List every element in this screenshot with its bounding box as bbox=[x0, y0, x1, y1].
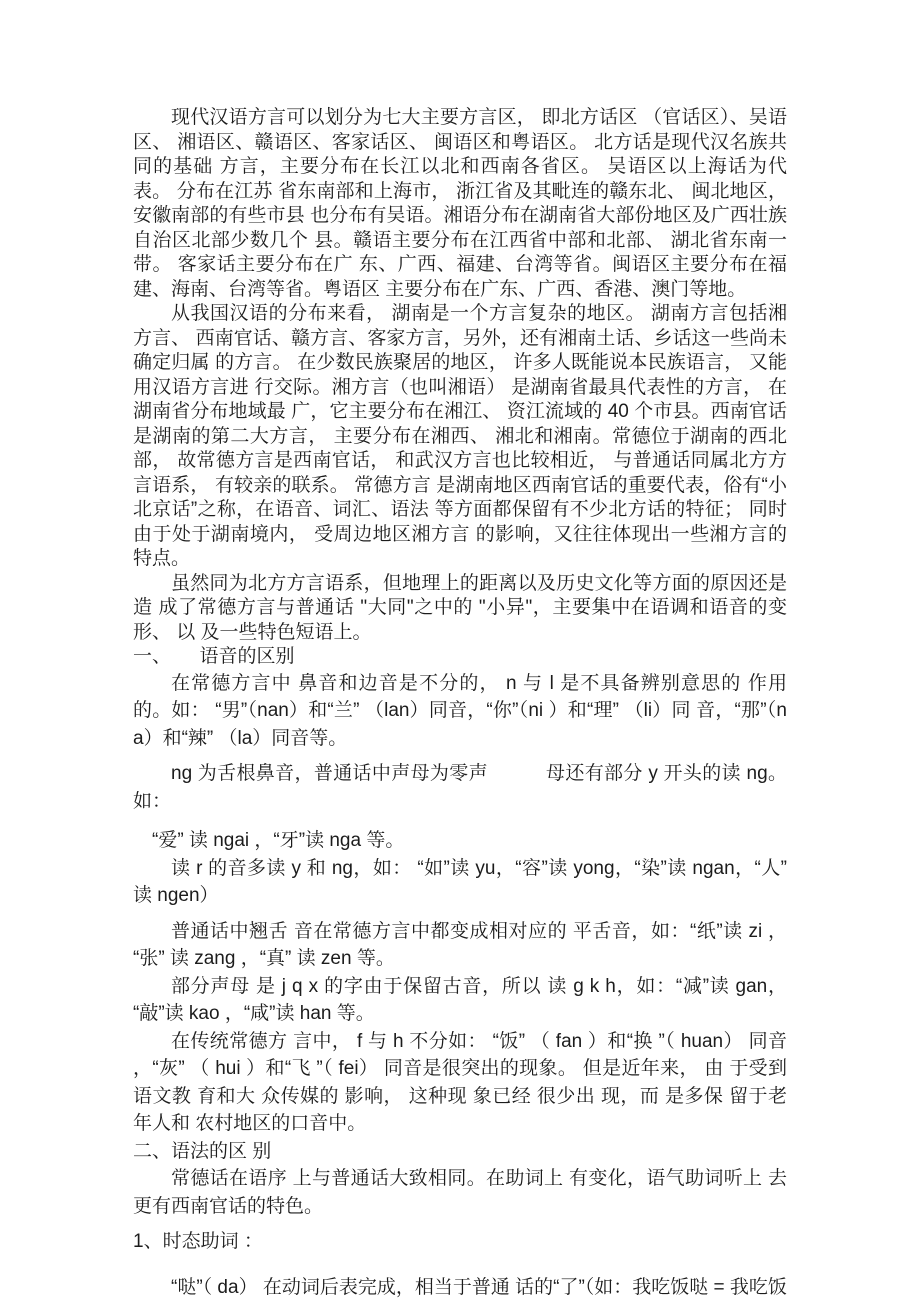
paragraph-word-order: 常德话在语序 上与普通话大致相同。在助词上 有变化，语气助词听上 去更有西南官话的特色。 bbox=[133, 1168, 787, 1217]
paragraph-r-initial: 读 r 的音多读 y 和 ng，如： “如”读 yu，“容”读 yong，“染”读 ngan，“人” 读 ngen） bbox=[133, 857, 787, 906]
paragraph-n-l-merge: 在常德方言中 鼻音和边音是不分的， n 与 l 是不具备辨别意思的 作用 的。如： “男”（nan）和“兰” （lan）同音，“你”（ni ）和“理” （li）同 音，“那”（na）和“辣” （la）同音等。 bbox=[133, 672, 787, 749]
paragraph-da-particle: “哒”（ da） 在动词后表完成，相当于普通 话的“了”（如：我吃饭哒 = 我吃饭 bbox=[171, 1276, 787, 1298]
paragraph-ng-initial: ng 为舌根鼻音，普通话中声母为零声 母还有部分 y 开头的读 ng。如： bbox=[133, 763, 787, 812]
document-body bbox=[133, 0, 787, 1301]
section-heading-grammar: 二、语法的区 别 bbox=[133, 1140, 272, 1162]
paragraph-datong-xiaoyi: 虽然同为北方方言语系，但地理上的距离以及历史文化等方面的原因还是造 成了常德方言与普通话 "大同"之中的 "小异"，主要集中在语调和语音的变形、 以 及一些特色短语上。 bbox=[133, 572, 787, 643]
paragraph-jqx-gkh: 部分声母 是 j q x 的字由于保留古音，所以 读 g k h，如：“减”读 gan，“敲”读 kao ，“咸”读 han 等。 bbox=[133, 975, 787, 1024]
subheading-tense-particle: 1、时态助词 ： bbox=[133, 1231, 263, 1252]
section-heading-phonetics: 一、 语音的区别 bbox=[133, 646, 295, 667]
paragraph-dialect-overview: 现代汉语方言可以划分为七大主要方言区， 即北方话区 （官话区）、吴语区、 湘语区、赣语区、客家话区、 闽语区和粤语区。 北方话是现代汉名族共同的基础 方言，主要分布在长江以北和西南各省区。 吴语区以上海话为代表。 分布在江苏 省东南部和上海市， 浙江省及其毗连的赣东北、 闽北地区， 安徽南部的有些市县 也分布有吴语。湘语分布在湖南省大部份地区及广西壮族自治区北部少数几个 县。赣语主要分布在江西省中部和北部、 湖北省东南一带。 客家话主要分布在广 东、广西、福建、台湾等省。闽语区主要分布在福建、海南、台湾等省。粤语区 主要分布在广东、广西、香港、澳门等地。 bbox=[133, 107, 787, 300]
paragraph-f-h-merge: 在传统常德方 言中， f 与 h 不分如： “饭” （ fan ）和“换 ”（ huan） 同音 ，“灰” （ hui ）和“飞 ”（ fei） 同音是很突出的现象。 但是近年来， 由 于受到语文教 育和大 众传媒的 影响， 这种现 象已经 很少出 现，而 是多保 留于老年人和 农村地区的口音中。 bbox=[133, 1030, 787, 1134]
paragraph-ngai-example: “爱” 读 ngai ，“牙”读 nga 等。 bbox=[152, 830, 405, 851]
paragraph-retroflex: 普通话中翘舌 音在常德方言中都变成相对应的 平舌音，如：“纸”读 zi ，“张” 读 zang ，“真” 读 zen 等。 bbox=[133, 920, 787, 969]
paragraph-hunan-dialects: 从我国汉语的分布来看， 湖南是一个方言复杂的地区。 湖南方言包括湘方言、 西南官话、赣方言、客家方言，另外，还有湘南土话、乡话这一些尚未确定归属 的方言。 在少数民族聚居的地区， 许多人既能说本民族语言， 又能用汉语方言进 行交际。湘方言（也叫湘语） 是湖南省最具代表性的方言， 在湖南省分布地域最 广，它主要分布在湘江、 资江流域的 40 个市县。西南官话是湖南的第二大方言， 主要分布在湘西、 湘北和湘南。常德位于湖南的西北部， 故常德方言是西南官话， 和武汉方言也比较相近， 与普通话同属北方方言语系， 有较亲的联系。 常德方言 是湖南地区西南官话的重要代表，俗有“小北京话”之称，在语音、词汇、语法 等方面都保留有不少北方话的特征； 同时由于处于湖南境内， 受周边地区湘方言 的影响，又往往体现出一些湘方言的特点。 bbox=[133, 303, 787, 569]
